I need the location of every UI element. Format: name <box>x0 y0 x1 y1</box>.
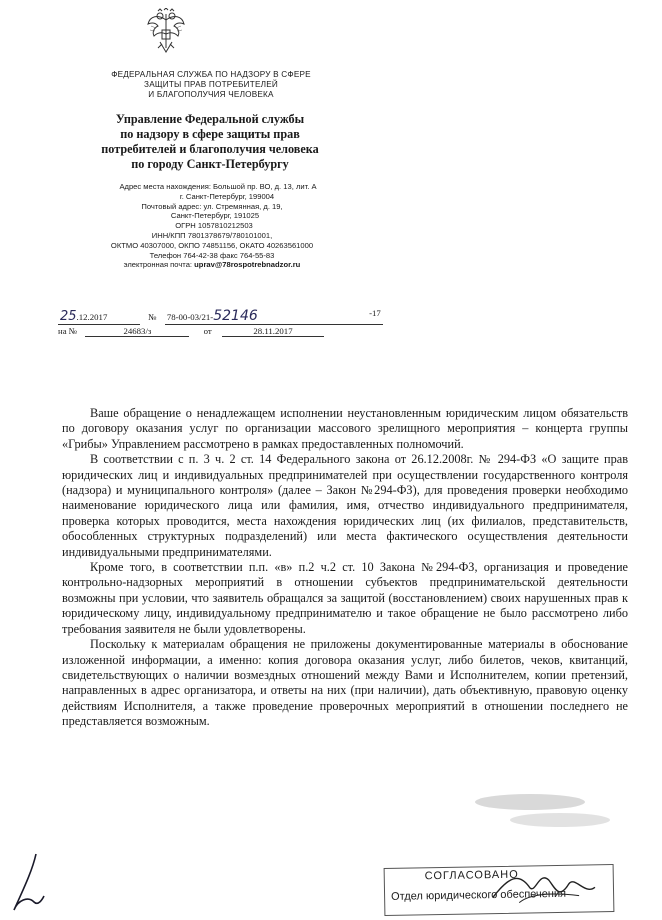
okpo-okato: ОКТМО 40307000, ОКПО 74851156, ОКАТО 40263561000 <box>110 240 314 250</box>
postal-address-2: Санкт-Петербург, 191025 <box>170 211 260 221</box>
reference-date: 28.11.2017 <box>222 326 324 337</box>
outgoing-date-handwritten: 25 <box>60 309 77 324</box>
email-label: электронная почта: <box>123 260 193 270</box>
email-address: uprav@78rospotrebnadzor.ru <box>194 260 301 270</box>
body-paragraph-1: Ваше обращение о ненадлежащем исполнении неустановленным юридическим лицом обязательств по договору оказания услуг по организации массового зрелищного мероприятия – концерта группы «Грибы» Управлением рассмотрено в рамках предоставленных полномочий. <box>62 406 628 451</box>
stamp-subtitle: Отдел юридического обеспечения <box>390 887 567 903</box>
stamp-title: СОГЛАСОВАНО <box>424 868 519 883</box>
department-line-3: потребителей и благополучия человека <box>101 142 319 156</box>
agency-line-2: ЗАЩИТЫ ПРАВ ПОТРЕБИТЕЛЕЙ <box>144 80 278 89</box>
reference-from-label: от <box>203 326 212 336</box>
outgoing-number-suffix: -17 <box>369 308 381 318</box>
phone-fax: Телефон 764-42-38 факс 764-55-83 <box>149 250 275 260</box>
reference-label: на № <box>58 326 78 336</box>
outgoing-date-printed: .12.2017 <box>76 312 108 322</box>
letter-body <box>62 406 628 730</box>
outgoing-registration <box>58 308 383 325</box>
address-block <box>52 182 372 270</box>
inn-kpp: ИНН/КПП 7801378679/780101001, <box>151 230 273 240</box>
outgoing-date <box>58 309 140 325</box>
agency-line-1: ФЕДЕРАЛЬНАЯ СЛУЖБА ПО НАДЗОРУ В СФЕРЕ <box>111 70 311 79</box>
outgoing-number-label: № <box>148 312 157 322</box>
outgoing-number-handwritten: 52146 <box>213 308 258 324</box>
outgoing-number <box>165 308 383 325</box>
agency-name <box>66 70 356 100</box>
russian-coat-of-arms-icon <box>146 8 186 54</box>
body-paragraph-4: Поскольку к материалам обращения не приложены документированные материалы в обоснование изложенной информации, а именно: копия договора оказания услуг, либо билетов, чеков, квитанций, свидетельствующих о наличии возмездных отношений между Вами и Исполнителем, копии претензий, направленных в адрес организатора, и ответы на них (при наличии), дать объективную, правовую оценку действиям Исполнителя, а также проведение проверочных мероприятий в отношении последнего не представляется возможным. <box>62 637 628 729</box>
reference-number: 24683/з <box>85 326 189 337</box>
stamp-signature <box>489 865 600 911</box>
ink-smudge <box>470 780 620 840</box>
department-name <box>60 112 360 172</box>
handwritten-initials <box>8 852 48 916</box>
agency-line-3: И БЛАГОПОЛУЧИЯ ЧЕЛОВЕКА <box>148 90 274 99</box>
approval-stamp <box>384 864 615 916</box>
body-paragraph-2: В соответствии с п. 3 ч. 2 ст. 14 Федерального закона от 26.12.2008г. № 294-ФЗ «О защите прав юридических лиц и индивидуальных предпринимателей при осуществлении государственного контроля (надзора) и муниципального контроля» (далее – Закон №294-ФЗ), для проведения проверки необходимо наименование юридического лица или фамилия, имя, отчество индивидуального предпринимателя, проверка которых проводится, места нахождения юридических лиц (их филиалов, представительств, обособленных структурных подразделений) или места фактического осуществления деятельности индивидуальными предпринимателями. <box>62 452 628 559</box>
department-line-2: по надзору в сфере защиты прав <box>120 127 300 141</box>
ogrn: ОГРН 1057810212503 <box>175 221 253 231</box>
incoming-reference <box>58 326 324 337</box>
address-location-1: Адрес места нахождения: Большой пр. ВО, д. 13, лит. А <box>119 182 317 191</box>
postal-address-1: Почтовый адрес: ул. Стремянная, д. 19, <box>141 201 283 211</box>
email-line <box>52 260 372 270</box>
department-line-1: Управление Федеральной службы <box>115 112 305 126</box>
address-location-2: г. Санкт-Петербург, 199004 <box>179 191 275 201</box>
department-line-4: по городу Санкт-Петербургу <box>131 157 289 171</box>
outgoing-number-prefix: 78-00-03/21- <box>166 312 214 322</box>
body-paragraph-3: Кроме того, в соответствии п.п. «в» п.2 ч.2 ст. 10 Закона №294-ФЗ, организация и проведение контрольно-надзорных мероприятий в отношении субъектов предпринимательской деятельности возможны при условии, что заявитель обращался за защитой (восстановлением) своих нарушенных прав к юридическому лицу, индивидуальному предпринимателю и такое обращение не было рассмотрено либо требования заявителя не были удовлетворены. <box>62 560 628 636</box>
